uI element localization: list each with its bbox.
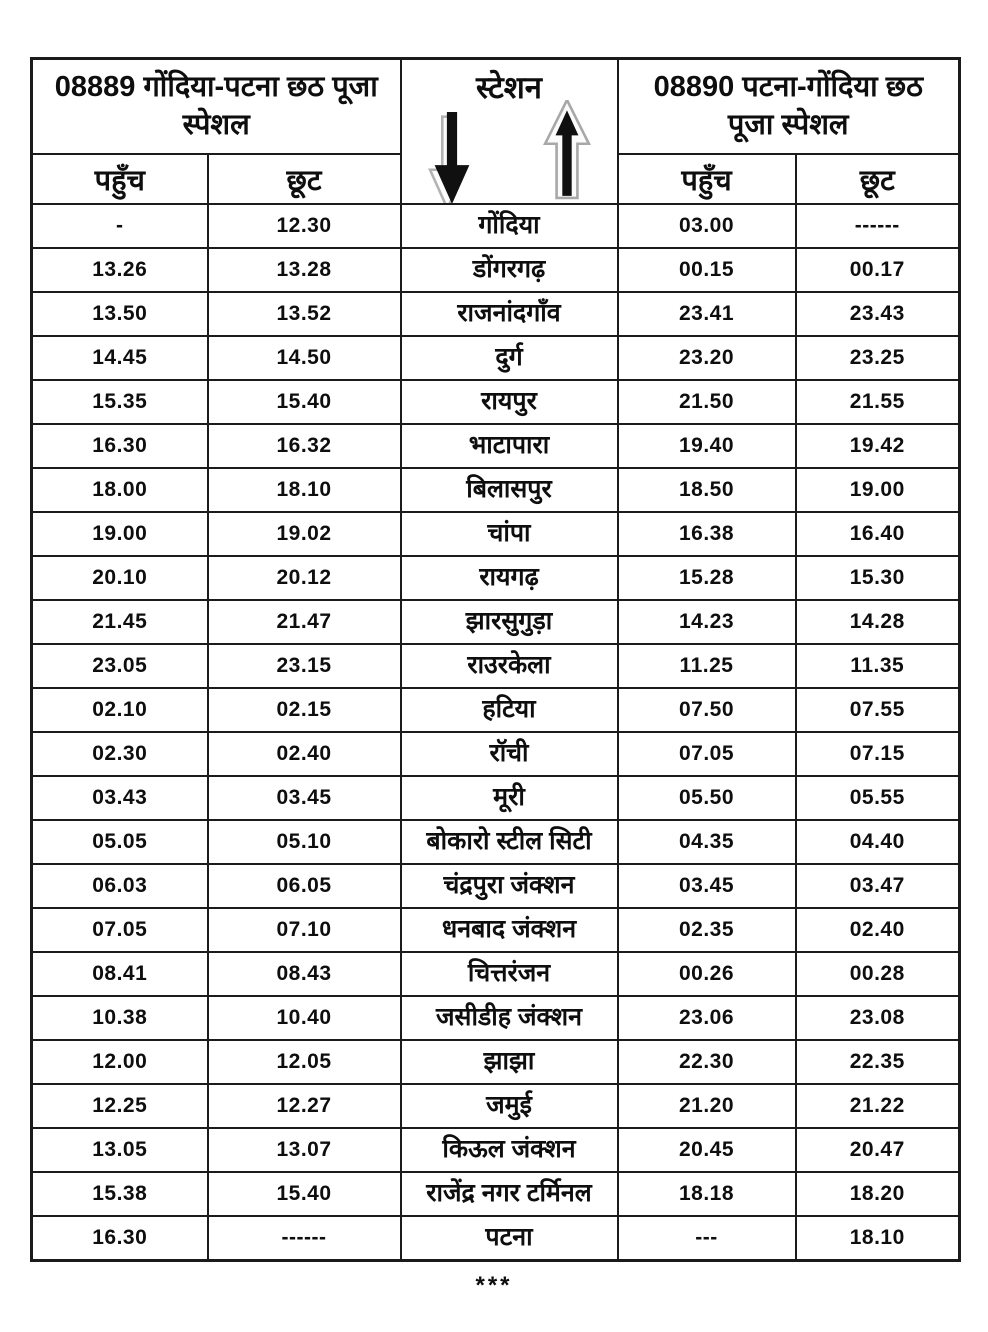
right-arrive-header: पहुँच [618,154,796,204]
right-depart-time-cell: 04.40 [796,820,960,864]
left-depart-time-cell: 15.40 [208,1172,401,1216]
right-depart-time-cell: 05.55 [796,776,960,820]
right-arrive-time-cell: 00.26 [618,952,796,996]
right-depart-time-cell: 07.15 [796,732,960,776]
station-name-cell: किऊल जंक्शन [401,1128,618,1172]
table-row [32,952,960,996]
table-row [32,644,960,688]
left-arrive-time-cell: 02.30 [32,732,208,776]
right-arrive-time-cell: 07.05 [618,732,796,776]
left-depart-time-cell: 12.05 [208,1040,401,1084]
station-name-cell: चंद्रपुरा जंक्शन [401,864,618,908]
left-depart-time-cell: 14.50 [208,336,401,380]
right-depart-time-cell: 18.20 [796,1172,960,1216]
right-depart-time-cell: 00.17 [796,248,960,292]
left-depart-time-cell: 10.40 [208,996,401,1040]
station-header-cell [401,59,618,205]
left-arrive-time-cell: - [32,204,208,248]
left-arrive-time-cell: 18.00 [32,468,208,512]
right-arrive-time-cell: 15.28 [618,556,796,600]
table-row [32,1172,960,1216]
right-arrive-time-cell: 20.45 [618,1128,796,1172]
right-arrive-time-cell: --- [618,1216,796,1261]
right-depart-time-cell: 23.08 [796,996,960,1040]
train-timetable [30,57,961,1262]
station-name-cell: डोंगरगढ़ [401,248,618,292]
station-name-cell: हटिया [401,688,618,732]
table-row [32,248,960,292]
right-arrive-time-cell: 23.20 [618,336,796,380]
left-depart-time-cell: 21.47 [208,600,401,644]
station-name-cell: दुर्ग [401,336,618,380]
left-arrive-time-cell: 06.03 [32,864,208,908]
left-depart-time-cell: 13.07 [208,1128,401,1172]
down-arrow-icon [428,112,476,204]
left-arrive-time-cell: 13.50 [32,292,208,336]
right-depart-time-cell: 03.47 [796,864,960,908]
left-depart-time-cell: 03.45 [208,776,401,820]
right-depart-time-cell: 23.25 [796,336,960,380]
right-arrive-time-cell: 21.20 [618,1084,796,1128]
right-arrive-time-cell: 03.45 [618,864,796,908]
table-row [32,996,960,1040]
left-arrive-time-cell: 03.43 [32,776,208,820]
left-depart-time-cell: 12.27 [208,1084,401,1128]
left-arrive-header: पहुँच [32,154,208,204]
left-arrive-time-cell: 15.38 [32,1172,208,1216]
left-arrive-time-cell: 16.30 [32,1216,208,1261]
station-name-cell: बिलासपुर [401,468,618,512]
left-depart-time-cell: ------ [208,1216,401,1261]
left-depart-time-cell: 20.12 [208,556,401,600]
table-row [32,556,960,600]
station-name-cell: चित्तरंजन [401,952,618,996]
right-arrive-time-cell: 14.23 [618,600,796,644]
left-depart-time-cell: 05.10 [208,820,401,864]
right-arrive-time-cell: 23.41 [618,292,796,336]
up-arrow-icon [543,100,591,200]
table-row [32,600,960,644]
station-name-cell: रायगढ़ [401,556,618,600]
right-arrive-time-cell: 18.50 [618,468,796,512]
left-depart-header: छूट [208,154,401,204]
right-depart-time-cell: 21.55 [796,380,960,424]
table-row [32,864,960,908]
table-row [32,688,960,732]
table-row [32,424,960,468]
right-depart-time-cell: 11.35 [796,644,960,688]
right-depart-time-cell: 00.28 [796,952,960,996]
left-depart-time-cell: 18.10 [208,468,401,512]
right-arrive-time-cell: 22.30 [618,1040,796,1084]
right-depart-time-cell: 07.55 [796,688,960,732]
station-name-cell: झारसुगुड़ा [401,600,618,644]
left-train-title: 08889 गोंदिया-पटना छठ पूजा स्पेशल [32,59,401,155]
table-row [32,292,960,336]
table-row [32,1040,960,1084]
left-depart-time-cell: 13.28 [208,248,401,292]
right-arrive-time-cell: 19.40 [618,424,796,468]
left-depart-time-cell: 13.52 [208,292,401,336]
table-row [32,512,960,556]
station-name-cell: गोंदिया [401,204,618,248]
left-depart-time-cell: 07.10 [208,908,401,952]
right-arrive-time-cell: 05.50 [618,776,796,820]
left-arrive-time-cell: 15.35 [32,380,208,424]
left-depart-time-cell: 08.43 [208,952,401,996]
table-row [32,1128,960,1172]
right-arrive-time-cell: 23.06 [618,996,796,1040]
right-arrive-time-cell: 21.50 [618,380,796,424]
station-name-cell: जसीडीह जंक्शन [401,996,618,1040]
table-row [32,776,960,820]
table-row [32,1084,960,1128]
left-arrive-time-cell: 19.00 [32,512,208,556]
table-row [32,908,960,952]
right-arrive-time-cell: 02.35 [618,908,796,952]
station-name-cell: झाझा [401,1040,618,1084]
station-name-cell: भाटापारा [401,424,618,468]
right-depart-time-cell: 14.28 [796,600,960,644]
station-name-cell: राजनांदगाँव [401,292,618,336]
right-depart-time-cell: 19.42 [796,424,960,468]
right-depart-time-cell: 20.47 [796,1128,960,1172]
station-name-cell: मूरी [401,776,618,820]
left-arrive-time-cell: 23.05 [32,644,208,688]
station-name-cell: चांपा [401,512,618,556]
left-depart-time-cell: 06.05 [208,864,401,908]
right-depart-time-cell: 15.30 [796,556,960,600]
left-depart-time-cell: 02.15 [208,688,401,732]
right-arrive-time-cell: 04.35 [618,820,796,864]
table-row [32,820,960,864]
left-arrive-time-cell: 12.25 [32,1084,208,1128]
right-depart-time-cell: 21.22 [796,1084,960,1128]
table-row [32,468,960,512]
station-name-cell: रायपुर [401,380,618,424]
left-arrive-time-cell: 13.26 [32,248,208,292]
right-depart-time-cell: 18.10 [796,1216,960,1261]
left-arrive-time-cell: 02.10 [32,688,208,732]
right-depart-time-cell: ------ [796,204,960,248]
station-name-cell: राजेंद्र नगर टर्मिनल [401,1172,618,1216]
station-name-cell: धनबाद जंक्शन [401,908,618,952]
right-arrive-time-cell: 11.25 [618,644,796,688]
left-arrive-time-cell: 05.05 [32,820,208,864]
timetable-body [32,204,960,1261]
station-name-cell: रॉची [401,732,618,776]
right-train-title: 08890 पटना-गोंदिया छठ पूजा स्पेशल [618,59,960,155]
station-name-cell: जमुई [401,1084,618,1128]
right-depart-time-cell: 19.00 [796,468,960,512]
left-arrive-time-cell: 14.45 [32,336,208,380]
station-name-cell: बोकारो स्टील सिटी [401,820,618,864]
left-depart-time-cell: 23.15 [208,644,401,688]
right-depart-header: छूट [796,154,960,204]
footer-stars: *** [475,1272,513,1299]
station-name-cell: राउरकेला [401,644,618,688]
right-depart-time-cell: 23.43 [796,292,960,336]
station-name-cell: पटना [401,1216,618,1261]
left-arrive-time-cell: 10.38 [32,996,208,1040]
right-arrive-time-cell: 00.15 [618,248,796,292]
left-depart-time-cell: 16.32 [208,424,401,468]
right-arrive-time-cell: 16.38 [618,512,796,556]
table-row [32,732,960,776]
right-arrive-time-cell: 07.50 [618,688,796,732]
left-depart-time-cell: 12.30 [208,204,401,248]
left-arrive-time-cell: 12.00 [32,1040,208,1084]
station-header-label: स्टेशन [476,70,542,105]
left-arrive-time-cell: 07.05 [32,908,208,952]
right-depart-time-cell: 22.35 [796,1040,960,1084]
table-row [32,336,960,380]
left-arrive-time-cell: 16.30 [32,424,208,468]
right-depart-time-cell: 02.40 [796,908,960,952]
right-arrive-time-cell: 18.18 [618,1172,796,1216]
left-depart-time-cell: 15.40 [208,380,401,424]
left-arrive-time-cell: 20.10 [32,556,208,600]
right-arrive-time-cell: 03.00 [618,204,796,248]
left-arrive-time-cell: 13.05 [32,1128,208,1172]
left-arrive-time-cell: 21.45 [32,600,208,644]
right-depart-time-cell: 16.40 [796,512,960,556]
table-row [32,380,960,424]
left-depart-time-cell: 02.40 [208,732,401,776]
table-row [32,1216,960,1261]
table-row [32,204,960,248]
left-depart-time-cell: 19.02 [208,512,401,556]
left-arrive-time-cell: 08.41 [32,952,208,996]
